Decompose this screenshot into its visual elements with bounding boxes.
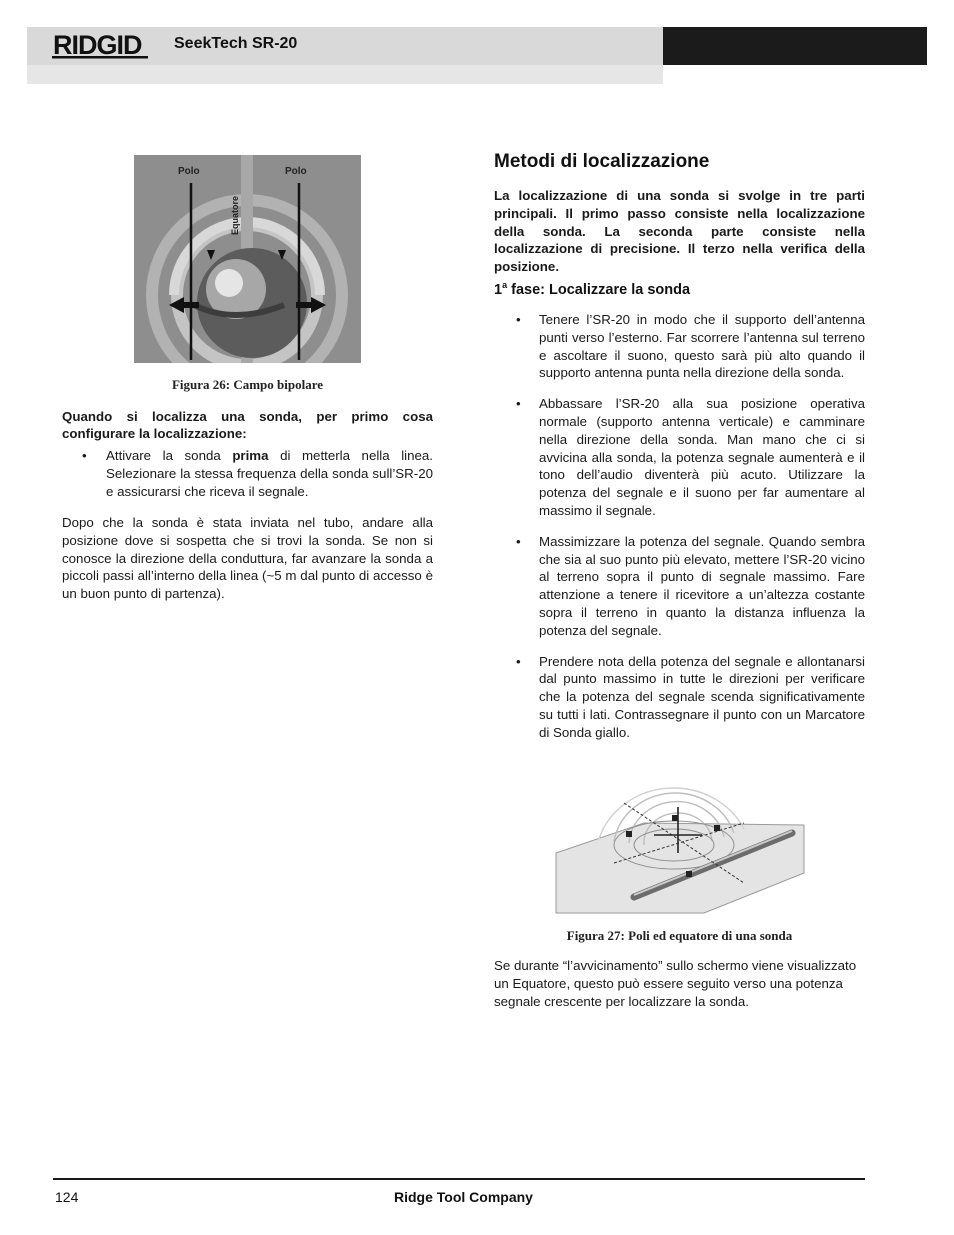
ridgid-logo [52,31,148,63]
page-number: 124 [55,1189,79,1205]
subheading-text: fase: Localizzare la sonda [507,281,691,298]
bullet-dot: • [516,653,521,669]
bullet-dot: • [516,312,521,327]
subheading [494,280,690,298]
figure-26-caption: Figura 26: Campo bipolare [171,377,324,392]
bullet-dot: • [516,533,521,549]
bullet-text: Tenere l’SR-20 in modo che il supporto dell’antenna punti verso l’esterno. Far scorrere l’antenna sul terreno e ascoltare il suono, questo sarà più alto quando il supporto antenna punta nella direzione della sonda. [539,312,865,381]
list-item [494,311,865,382]
bullet-dot: • [82,448,87,463]
right-intro: La localizzazione di una sonda si svolge in tre parti principali. Il primo passo consiste nella localizzazione della sonda. La seconda parte consiste nella localizzazione di precisione. Il terzo nella verifica della posizione. [494,188,865,275]
left-bullet [62,447,433,500]
figure-27-caption: Figura 27: Poli ed equatore di una sonda [566,928,793,943]
company-name: Ridge Tool Company [394,1189,533,1205]
left-bullet-bold: prima [232,448,269,463]
bullet-text: Prendere nota della potenza del segnale e allontanarsi dal punto massimo in tutte le direzioni per verificare che la potenza del segnale scenda significativamente su tutti i lati. Contrassegnare il punto con un Marcatore di Sonda giallo. [539,653,865,740]
bullet-dot: • [516,396,521,412]
left-bullet-post: di metterla nella linea. Selezionare la stessa frequenza della sonda sull’SR-20 e assicurarsi che riceva il segnale. [106,448,433,499]
left-bullet-pre: Attivare la sonda [106,448,233,463]
label-pole-right: Polo [285,166,307,177]
label-equator: Equatore [230,195,240,235]
list-item [494,653,865,742]
section-heading: Metodi di localizzazione [494,151,710,172]
figure-27-sonde-poles-equator [554,763,806,915]
header-black-block [663,27,927,65]
subheading-number: 1 [494,281,503,298]
bullet-text: Abbassare l’SR-20 alla sua posizione operativa normale (supporto antenna verticale) e camminare nella direzione della sonda. Man mano che ci si avvicina alla sonda, la potenza segnale aumenterà e il tono dell’audio diventerà più acuto. Utilizzare la potenza del segnale e il suono per far aumentare al massimo il segnale. [539,396,865,518]
product-title: SeekTech SR-20 [174,35,298,52]
label-pole-left: Polo [178,166,200,177]
left-intro: Quando si localizza una sonda, per primo cosa configurare la localizzazione: [62,409,433,441]
left-paragraph: Dopo che la sonda è stata inviata nel tubo, andare alla posizione dove si sospetta che si trovi la sonda. Se non si conosce la direzione della conduttura, far avanzare la sonda a piccoli passi all’interno della linea (~5 m dal punto di accesso è un buon punto di partenza). [62,515,433,602]
right-bullet-list [494,311,865,755]
list-item [494,533,865,640]
subheading-superscript: a [502,280,508,290]
brand-wordmark: RIDGID [53,31,142,60]
list-item [494,395,865,520]
right-closing-paragraph: Se durante “l’avvicinamento” sullo schermo viene visualizzato un Equatore, questo può essere seguito verso una potenza segnale crescente per localizzare la sonda. [494,958,857,1009]
header-underbar [27,65,663,84]
figure-26-bipolar-field [134,155,361,363]
footer-rule [53,1178,865,1180]
bullet-text: Massimizzare la potenza del segnale. Quando sembra che sia al suo punto più elevato, mettere l’SR-20 vicino al terreno sopra il punto di segnale massimo. Fare attenzione a tenere il ricevitore a un’altezza costante sopra il terreno in quanto la distanza influenza la potenza del segnale. [539,533,865,638]
